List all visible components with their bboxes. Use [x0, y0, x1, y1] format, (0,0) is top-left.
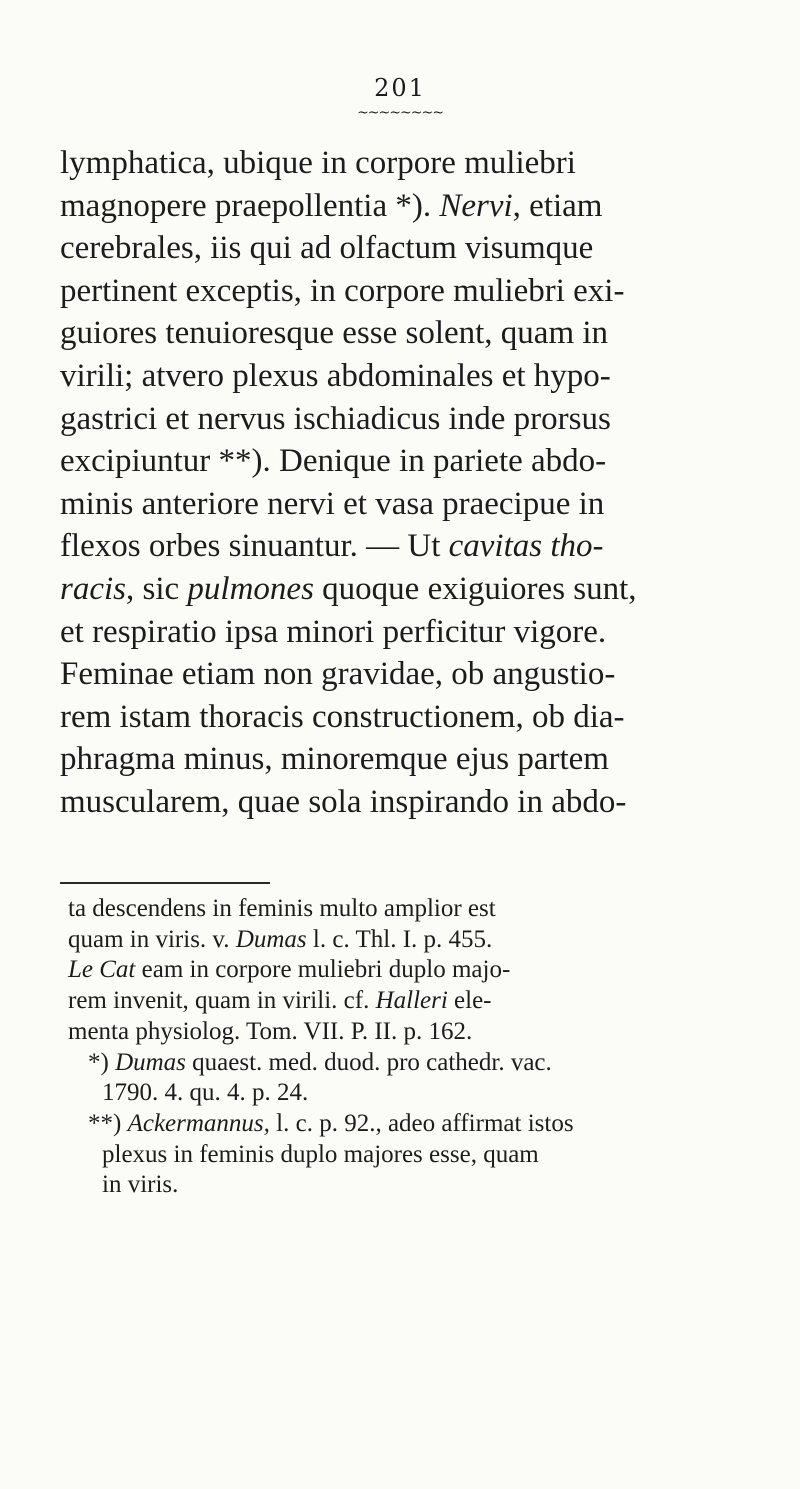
text-line: [60, 696, 745, 739]
text-segment: magnopere praepollentia *). Nervi, etiam: [60, 187, 603, 224]
text-line: [60, 312, 745, 355]
emphasis: Dumas: [235, 925, 307, 953]
text-line: [60, 568, 745, 611]
text-line: [60, 142, 745, 185]
emphasis: Le Cat: [68, 956, 136, 984]
emphasis: racis: [60, 570, 126, 607]
emphasis: cavitas tho-: [448, 528, 604, 565]
text-segment: guiores tenuioresque esse solent, quam in: [60, 315, 609, 352]
text-line: [60, 781, 745, 824]
text-segment: gastrici et nervus ischiadicus inde prorsus: [60, 400, 611, 437]
main-text: [60, 142, 745, 824]
footnote-marker: **): [88, 1109, 122, 1137]
note-line: ta descendens in feminis multo amplior est: [68, 895, 496, 922]
note-line: rem invenit, quam in virili. cf. Halleri ele-: [68, 987, 492, 1015]
text-segment: racis, sic pulmones quoque exiguiores sunt,: [60, 570, 637, 607]
text-line: [60, 398, 745, 441]
text-line: [60, 270, 745, 313]
note-line: Le Cat eam in corpore muliebri duplo majo-: [68, 956, 511, 984]
emphasis: Halleri: [375, 987, 448, 1015]
text-segment: flexos orbes sinuantur. — Ut cavitas tho-: [60, 528, 604, 565]
footnote-1: *) Dumas quaest. med. duod. pro cathedr. vac.: [88, 1048, 552, 1076]
text-line: [60, 355, 745, 398]
text-segment: cerebrales, iis qui ad olfactum visumque: [60, 230, 594, 267]
note-line: quam in viris. v. Dumas l. c. Thl. I. p. 455.: [68, 925, 493, 953]
text-line: [60, 611, 745, 654]
note-line: menta physiolog. Tom. VII. P. II. p. 162.: [68, 1017, 473, 1045]
text-segment: phragma minus, minoremque ejus partem: [60, 741, 609, 778]
note-line: plexus in feminis duplo majores esse, quam: [102, 1140, 539, 1168]
ornament: ~~~~~~~~: [357, 105, 443, 121]
text-segment: pertinent exceptis, in corpore muliebri exi-: [60, 272, 625, 309]
text-line: [60, 483, 745, 526]
emphasis: Nervi: [439, 187, 513, 224]
text-line: [60, 525, 745, 568]
text-line: [60, 185, 745, 228]
text-segment: excipiuntur **). Denique in pariete abdo-: [60, 443, 607, 480]
footnote-marker: *): [88, 1048, 109, 1076]
emphasis: Ackermannus,: [127, 1109, 270, 1137]
footnotes: [68, 894, 728, 1201]
emphasis: Dumas: [115, 1048, 186, 1076]
note-line: 1790. 4. qu. 4. p. 24.: [102, 1079, 309, 1107]
note-line: in viris.: [102, 1171, 179, 1199]
text-segment: minis anteriore nervi et vasa praecipue in: [60, 485, 605, 522]
footnote-2: **) Ackermannus, l. c. p. 92., adeo affirmat istos: [88, 1109, 574, 1137]
text-segment: muscularem, quae sola inspirando in abdo-: [60, 783, 627, 820]
text-segment: rem istam thoracis constructionem, ob dia-: [60, 698, 625, 735]
text-line: [60, 227, 745, 270]
text-line: [60, 440, 745, 483]
footnote-rule: [60, 882, 270, 884]
page-number: 201: [374, 74, 426, 102]
text-segment: virili; atvero plexus abdominales et hypo-: [60, 357, 611, 394]
text-segment: Feminae etiam non gravidae, ob angustio-: [60, 656, 616, 693]
text-segment: et respiratio ipsa minori perficitur vigore.: [60, 613, 607, 650]
text-line: [60, 738, 745, 781]
text-line: [60, 653, 745, 696]
emphasis: pulmones: [187, 570, 314, 607]
text-segment: lymphatica, ubique in corpore muliebri: [60, 145, 576, 181]
